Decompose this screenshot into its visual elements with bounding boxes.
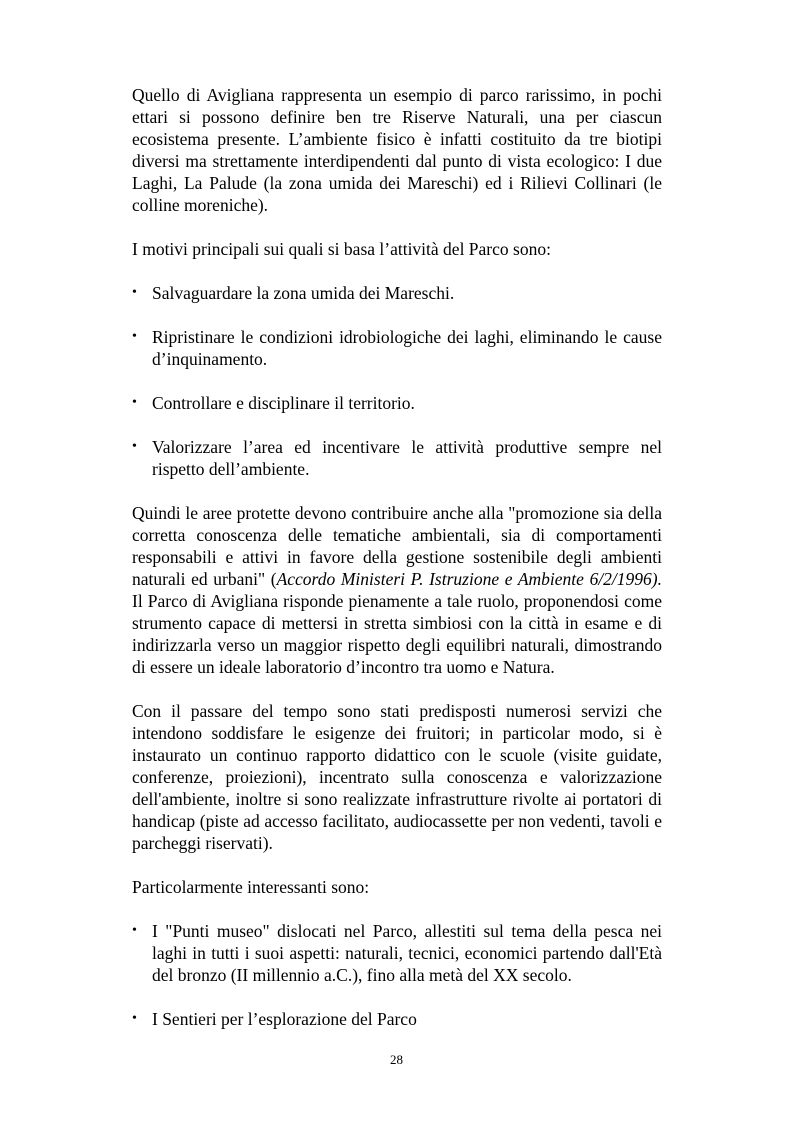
list-item <box>132 920 662 986</box>
bullet-icon: • <box>132 329 137 344</box>
spacer <box>132 986 662 1008</box>
spacer <box>132 480 662 502</box>
list-item-text: I "Punti museo" dislocati nel Parco, allestiti sul tema della pesca nei laghi in tutti i suoi aspetti: naturali, tecnici, economici partendo dall'Età del bronzo (II millennio a.C.), fino alla metà del XX secolo. <box>152 921 662 985</box>
spacer <box>132 854 662 876</box>
motives-list <box>132 282 662 480</box>
list-item-text: Ripristinare le condizioni idrobiologiche dei laghi, eliminando le cause d’inquinamento. <box>152 327 662 369</box>
promotion-text-before: Quindi le aree protette devono contribuire anche alla "promozione sia della corretta conoscenza delle tematiche ambientali, sia di comportamenti responsabili e attivi in favore della gestione sostenibile degli ambienti naturali ed urbani" ( <box>132 503 662 589</box>
spacer <box>132 678 662 700</box>
spacer <box>132 260 662 282</box>
page-number: 28 <box>390 1052 403 1067</box>
list-item-text: Valorizzare l’area ed incentivare le attività produttive sempre nel rispetto dell’ambiente. <box>152 437 662 479</box>
spacer <box>132 370 662 392</box>
spacer <box>132 216 662 238</box>
list-item-text: I Sentieri per l’esplorazione del Parco <box>152 1009 417 1029</box>
list-item <box>132 1008 662 1030</box>
spacer <box>132 414 662 436</box>
citation: Accordo Ministeri P. Istruzione e Ambiente 6/2/1996). <box>276 569 662 589</box>
bullet-icon: • <box>132 439 137 454</box>
bullet-icon: • <box>132 923 137 938</box>
list-item <box>132 436 662 480</box>
list-item-text: Controllare e disciplinare il territorio. <box>152 393 415 413</box>
motives-heading: I motivi principali sui quali si basa l’attività del Parco sono: <box>132 239 551 259</box>
interesting-list <box>132 920 662 1030</box>
interesting-heading: Particolarmente interessanti sono: <box>132 877 370 897</box>
bullet-icon: • <box>132 285 137 300</box>
list-item-text: Salvaguardare la zona umida dei Mareschi. <box>152 283 455 303</box>
services-paragraph: Con il passare del tempo sono stati predisposti numerosi servizi che intendono soddisfare le esigenze dei fruitori; in particolar modo, si è instaurato un continuo rapporto didattico con le scuole (visite guidate, conferenze, proiezioni), incentrato sulla conoscenza e valorizzazione dell'ambiente, inoltre si sono realizzate infrastrutture rivolte ai portatori di handicap (piste ad accesso facilitato, audiocassette per non vedenti, tavoli e parcheggi riservati). <box>132 701 662 853</box>
page-body <box>132 84 662 1030</box>
intro-paragraph: Quello di Avigliana rappresenta un esempio di parco rarissimo, in pochi ettari si possono definire ben tre Riserve Naturali, una per ciascun ecosistema presente. L’ambiente fisico è infatti costituito da tre biotipi diversi ma strettamente interdipendenti dal punto di vista ecologico: I due Laghi, La Palude (la zona umida dei Mareschi) ed i Rilievi Collinari (le colline moreniche). <box>132 85 662 215</box>
list-item <box>132 326 662 370</box>
bullet-icon: • <box>132 1011 137 1026</box>
promotion-paragraph <box>132 502 662 678</box>
list-item <box>132 282 662 304</box>
spacer <box>132 304 662 326</box>
list-item <box>132 392 662 414</box>
bullet-icon: • <box>132 395 137 410</box>
spacer <box>132 898 662 920</box>
promotion-text-after: Il Parco di Avigliana risponde pienamente a tale ruolo, proponendosi come strumento capace di mettersi in stretta simbiosi con la città in esame e di indirizzarla verso un maggior rispetto degli equilibri naturali, dimostrando di essere un ideale laboratorio d’incontro tra uomo e Natura. <box>132 591 662 677</box>
